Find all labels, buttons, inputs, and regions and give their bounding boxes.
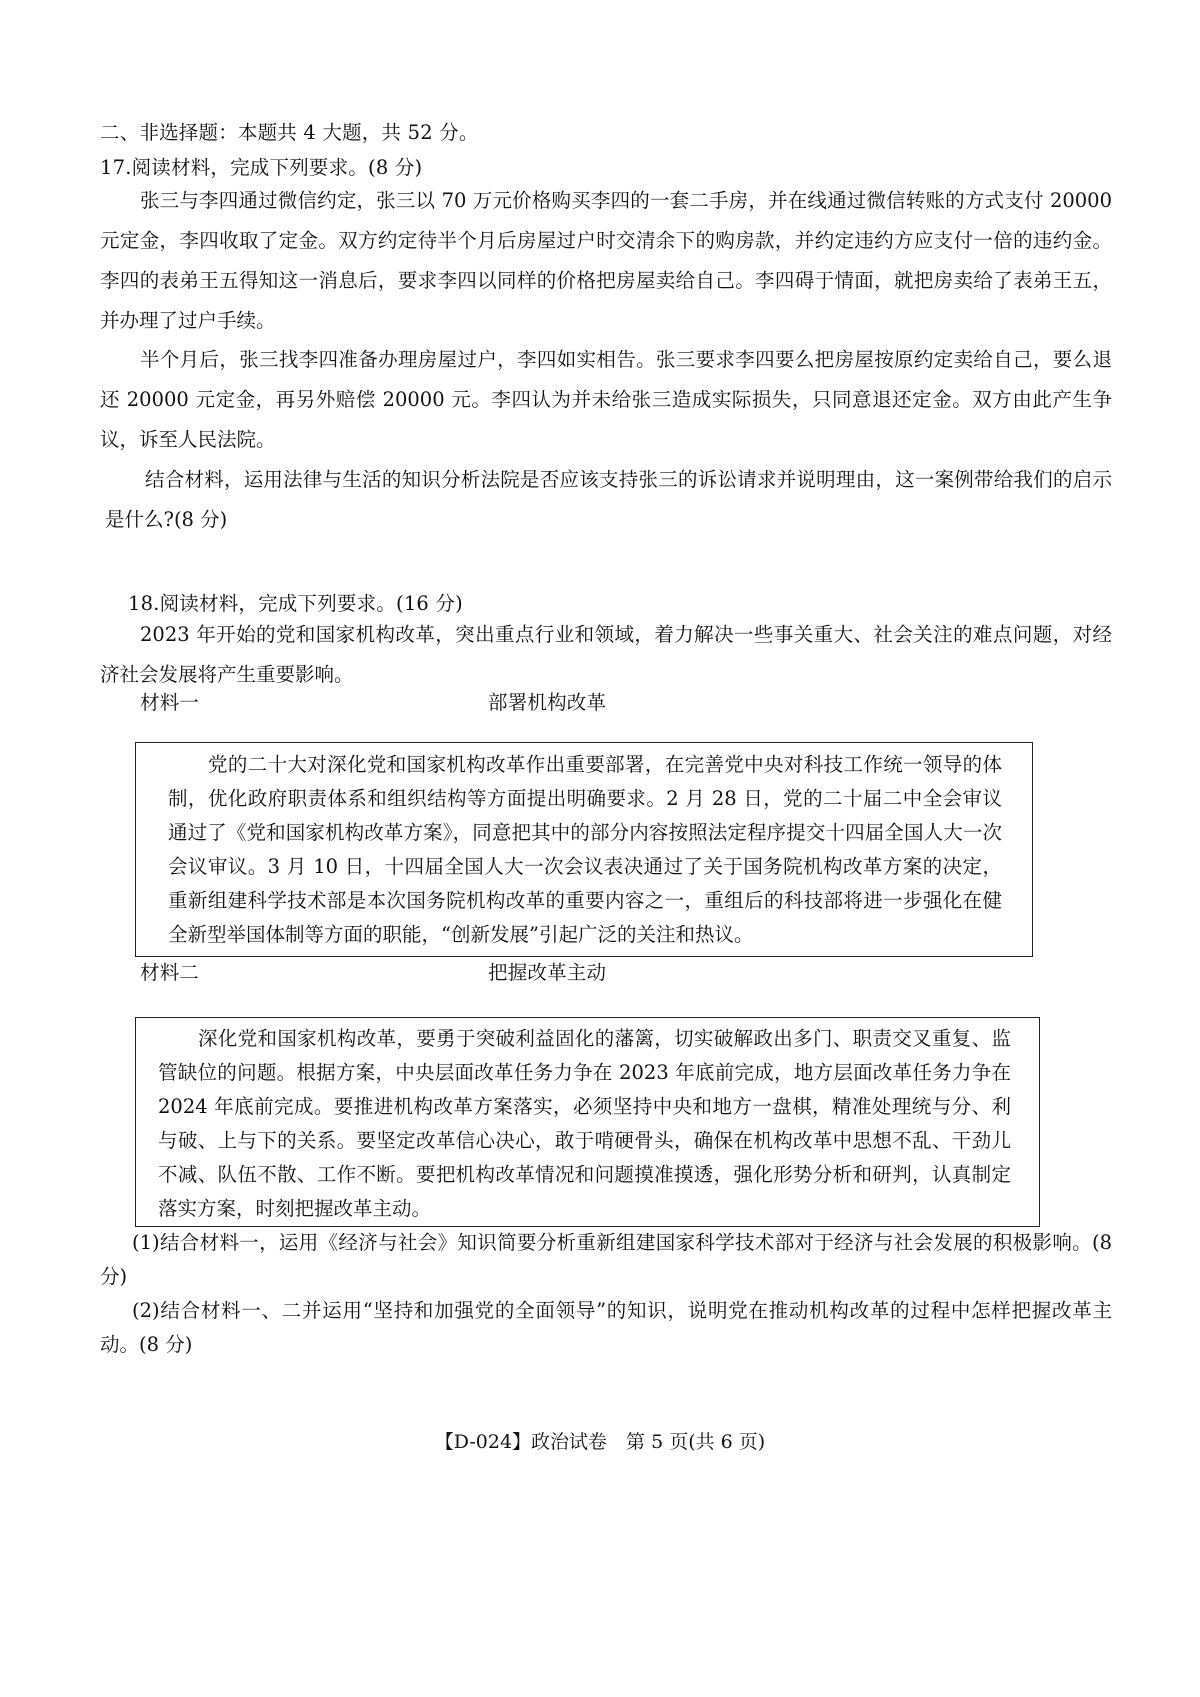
q17-title: 17.阅读材料，完成下列要求。(8 分): [100, 156, 423, 179]
q18-sub-question-1: (1)结合材料一，运用《经济与社会》知识简要分析重新组建国家科学技术部对于经济与社会发展的积极影响。(8 分): [100, 1231, 1112, 1288]
material1-text: 党的二十大对深化党和国家机构改革作出重要部署，在完善党中央对科技工作统一领导的体制，优化政府职责体系和组织结构等方面提出明确要求。2 月 28 日，党的二十届二中全会审议通过了《党和国家机构改革方案》，同意把其中的部分内容按照法定程序提交十四届全国人大一次会议审议。3 月 10 日，十四届全国人大一次会议表决通过了关于国务院机构改革方案的决定，重新组建科学技术部是本次国务院机构改革的重要内容之一，重组后的科技部将进一步强化在健全新型举国体制等方面的职能，“创新发展”引起广泛的关注和热议。: [168, 753, 1002, 946]
material2-box: [135, 1017, 1040, 1227]
material1-heading: 部署机构改革: [488, 691, 607, 714]
material2-heading: 把握改革主动: [488, 961, 607, 984]
q18-sub-question-2: (2)结合材料一、二并运用“坚持和加强党的全面领导”的知识，说明党在推动机构改革的过程中怎样把握改革主动。(8 分): [100, 1299, 1112, 1356]
q17-question: 结合材料，运用法律与生活的知识分析法院是否应该支持张三的诉讼请求并说明理由，这一案例带给我们的启示是什么?(8 分): [105, 468, 1112, 531]
section-heading: 二、非选择题：本题共 4 大题，共 52 分。: [100, 121, 479, 144]
q17-paragraph-2: 半个月后，张三找李四准备办理房屋过户，李四如实相告。张三要求李四要么把房屋按原约定卖给自己，要么退还 20000 元定金，再另外赔偿 20000 元。李四认为并未给张三造成实际损失，只同意退还定金。双方由此产生争议，诉至人民法院。: [100, 348, 1112, 451]
material1-box: [135, 742, 1033, 957]
page-footer: 【D-024】政治试卷 第 5 页(共 6 页): [434, 1431, 766, 1453]
material2-text: 深化党和国家机构改革，要勇于突破利益固化的藩篱，切实破解政出多门、职责交叉重复、监管缺位的问题。根据方案，中央层面改革任务力争在 2023 年底前完成，地方层面改革任务力争在 2024 年底前完成。要推进机构改革方案落实，必须坚持中央和地方一盘棋，精准处理统与分、利与破、上与下的关系。要坚定改革信心决心，敢于啃硬骨头，确保在机构改革中思想不乱、干劲儿不减、队伍不散、工作不断。要把机构改革情况和问题摸准摸透，强化形势分析和研判，认真制定落实方案，时刻把握改革主动。: [158, 1027, 1011, 1220]
q17-paragraph-1: 张三与李四通过微信约定，张三以 70 万元价格购买李四的一套二手房，并在线通过微信转账的方式支付 20000 元定金，李四收取了定金。双方约定待半个月后房屋过户时交清余下的购房款，并约定违约方应支付一倍的违约金。李四的表弟王五得知这一消息后，要求李四以同样的价格把房屋卖给自己。李四碍于情面，就把房卖给了表弟王五，并办理了过户手续。: [100, 189, 1112, 332]
q18-intro: 2023 年开始的党和国家机构改革，突出重点行业和领域，着力解决一些事关重大、社会关注的难点问题，对经济社会发展将产生重要影响。: [100, 623, 1112, 686]
material1-label: 材料一: [140, 691, 200, 714]
q18-title: 18.阅读材料，完成下列要求。(16 分): [128, 592, 463, 615]
material2-label: 材料二: [140, 961, 200, 984]
